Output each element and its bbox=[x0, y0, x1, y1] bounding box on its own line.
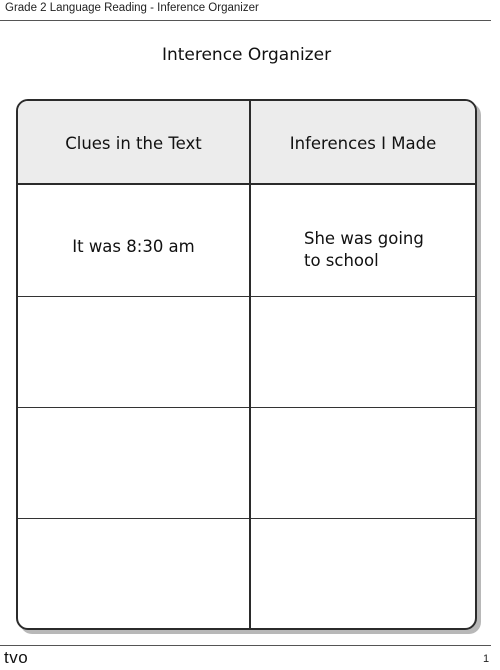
inference-cell-1-line-2: to school bbox=[304, 251, 379, 270]
page-number: 1 bbox=[483, 653, 490, 665]
document-header-title: Grade 2 Language Reading - Inference Organizer bbox=[5, 2, 259, 14]
inference-organizer-table bbox=[16, 99, 477, 630]
header-divider bbox=[0, 20, 491, 21]
inference-cell-1-line-1: She was going bbox=[304, 229, 424, 248]
row-divider bbox=[18, 407, 475, 408]
page-title: Interence Organizer bbox=[161, 45, 332, 65]
row-divider bbox=[18, 518, 475, 519]
clue-cell-1: It was 8:30 am bbox=[72, 237, 195, 256]
tvo-logo: tvo bbox=[4, 648, 29, 667]
row-divider bbox=[18, 296, 475, 297]
column-header-clues: Clues in the Text bbox=[65, 133, 202, 153]
column-header-inferences: Inferences I Made bbox=[289, 133, 437, 153]
footer-divider bbox=[0, 645, 491, 646]
